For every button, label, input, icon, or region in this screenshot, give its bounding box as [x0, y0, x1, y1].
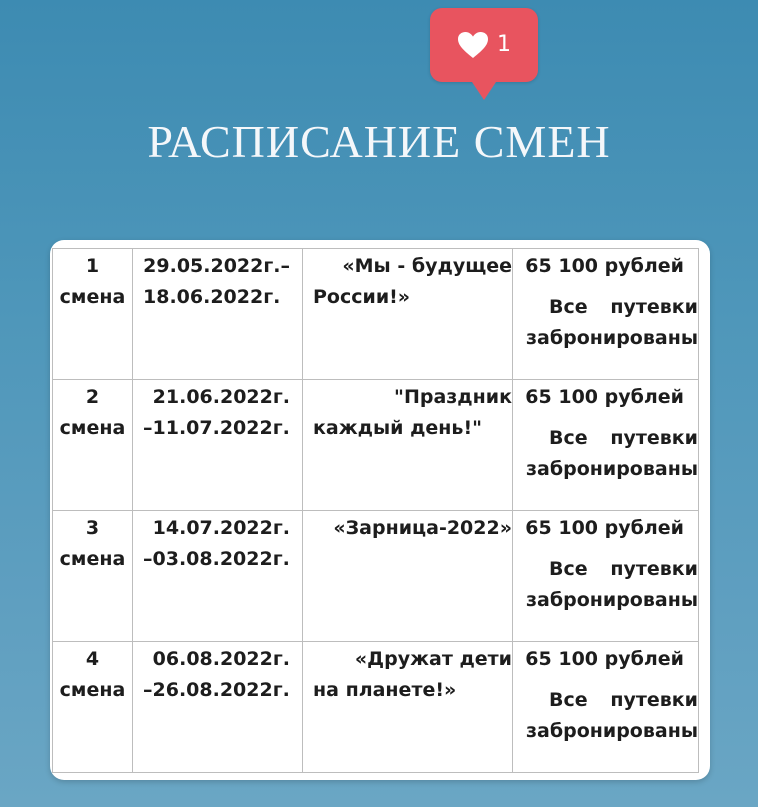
shift-number-cell: [53, 249, 133, 380]
date-start: 14.07.2022г.: [152, 517, 290, 539]
status-word: путевки: [610, 558, 698, 580]
status-word: путевки: [610, 427, 698, 449]
shift-label: смена: [59, 417, 126, 439]
shift-dates-cell: [133, 642, 303, 773]
theme-line: «Дружат дети: [354, 648, 512, 670]
status-word: путевки: [610, 689, 698, 711]
shift-dates-cell: [133, 511, 303, 642]
date-end: –26.08.2022г.: [143, 679, 290, 701]
shift-theme-cell: [303, 249, 513, 380]
shift-theme-cell: [303, 380, 513, 511]
theme-line: «Мы - будущее: [342, 255, 512, 277]
table-row: [53, 642, 699, 773]
shift-number-cell: [53, 511, 133, 642]
shift-dates-cell: [133, 249, 303, 380]
status-line: [521, 554, 698, 585]
shift-price-cell: [513, 380, 699, 511]
theme-line: «Зарница-2022»: [333, 517, 512, 539]
schedule-card: [50, 240, 710, 780]
shift-number: 1: [85, 255, 100, 277]
page-title: РАСПИСАНИЕ СМЕН: [147, 116, 611, 167]
shift-price-cell: [513, 249, 699, 380]
shift-dates-cell: [133, 380, 303, 511]
theme-line: России!»: [313, 286, 411, 308]
shift-number: 3: [85, 517, 100, 539]
date-start: 29.05.2022г.–: [143, 255, 290, 277]
table-row: [53, 249, 699, 380]
date-start: 06.08.2022г.: [152, 648, 290, 670]
status-line: [521, 423, 698, 454]
price: 65 100 рублей: [525, 386, 684, 408]
shift-price-cell: [513, 642, 699, 773]
table-row: [53, 380, 699, 511]
date-end: –11.07.2022г.: [143, 417, 290, 439]
status-line: забронированы: [525, 720, 698, 742]
shift-number-cell: [53, 380, 133, 511]
status-line: [521, 685, 698, 716]
date-start: 21.06.2022г.: [152, 386, 290, 408]
status-line: забронированы: [525, 327, 698, 349]
status-line: забронированы: [525, 458, 698, 480]
shift-theme-cell: [303, 642, 513, 773]
like-count: 1: [497, 32, 511, 57]
table-row: [53, 511, 699, 642]
status-word: Все: [549, 296, 588, 318]
date-end: 18.06.2022г.: [143, 286, 281, 308]
like-notification-badge[interactable]: [430, 8, 538, 82]
shift-label: смена: [59, 679, 126, 701]
status-word: Все: [549, 558, 588, 580]
status-line: забронированы: [525, 589, 698, 611]
status-word: Все: [549, 427, 588, 449]
price: 65 100 рублей: [525, 517, 684, 539]
shift-price-cell: [513, 511, 699, 642]
status-line: [521, 292, 698, 323]
shift-theme-cell: [303, 511, 513, 642]
theme-line: каждый день!": [313, 417, 483, 439]
shift-label: смена: [59, 286, 126, 308]
status-word: путевки: [610, 296, 698, 318]
shift-number-cell: [53, 642, 133, 773]
price: 65 100 рублей: [525, 648, 684, 670]
theme-line: "Праздник: [394, 386, 512, 408]
status-word: Все: [549, 689, 588, 711]
heart-icon: [457, 31, 489, 59]
schedule-table: [52, 248, 699, 773]
theme-line: на планете!»: [313, 679, 457, 701]
shift-number: 4: [85, 648, 100, 670]
date-end: –03.08.2022г.: [143, 548, 290, 570]
shift-number: 2: [85, 386, 100, 408]
shift-label: смена: [59, 548, 126, 570]
price: 65 100 рублей: [525, 255, 684, 277]
